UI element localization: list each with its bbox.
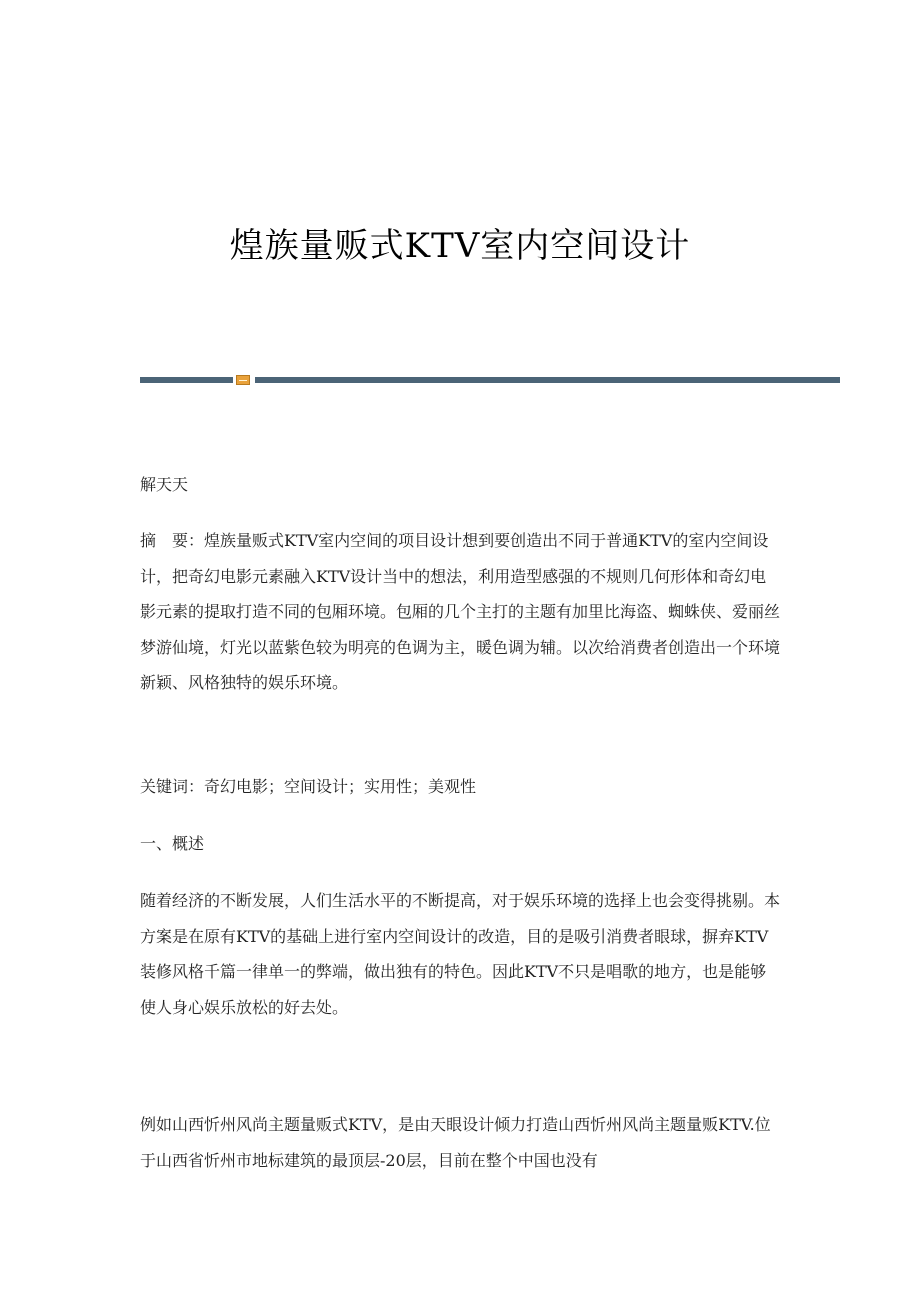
keywords-line: 关键词：奇幻电影；空间设计；实用性；美观性 [140,777,477,796]
divider-accent-icon [236,375,250,385]
divider-right-bar [255,377,840,383]
title-divider [140,375,840,385]
body-paragraph: 随着经济的不断发展，人们生活水平的不断提高，对于娱乐环境的选择上也会变得挑剔。本方案是在原有KTV的基础上进行室内空间设计的改造，目的是吸引消费者眼球，摒弃KTV装修风格千篇一律单一的弊端，做出独有的特色。因此KTV不只是唱歌的地方，也是能够使人身心娱乐放松的好去处。 [140,891,781,1017]
document-title: 煌族量贩式KTV室内空间设计 [229,226,691,266]
abstract-paragraph: 摘 要：煌族量贩式KTV室内空间的项目设计想到要创造出不同于普通KTV的室内空间设计，把奇幻电影元素融入KTV设计当中的想法，利用造型感强的不规则几何形体和奇幻电影元素的提取打造不同的包厢环境。包厢的几个主打的主题有加里比海盗、蜘蛛侠、爱丽丝梦游仙境，灯光以蓝紫色较为明亮的色调为主，暖色调为辅。以次给消费者创造出一个环境新颖、风格独特的娱乐环境。 [140,531,781,692]
section-heading: 一、概述 [140,834,205,853]
author-name: 解天天 [140,475,189,494]
divider-left-bar [140,377,233,383]
body-paragraph: 例如山西忻州风尚主题量贩式KTV，是由天眼设计倾力打造山西忻州风尚主题量贩KTV.位于山西省忻州市地标建筑的最顶层-20层，目前在整个中国也没有 [140,1115,771,1170]
